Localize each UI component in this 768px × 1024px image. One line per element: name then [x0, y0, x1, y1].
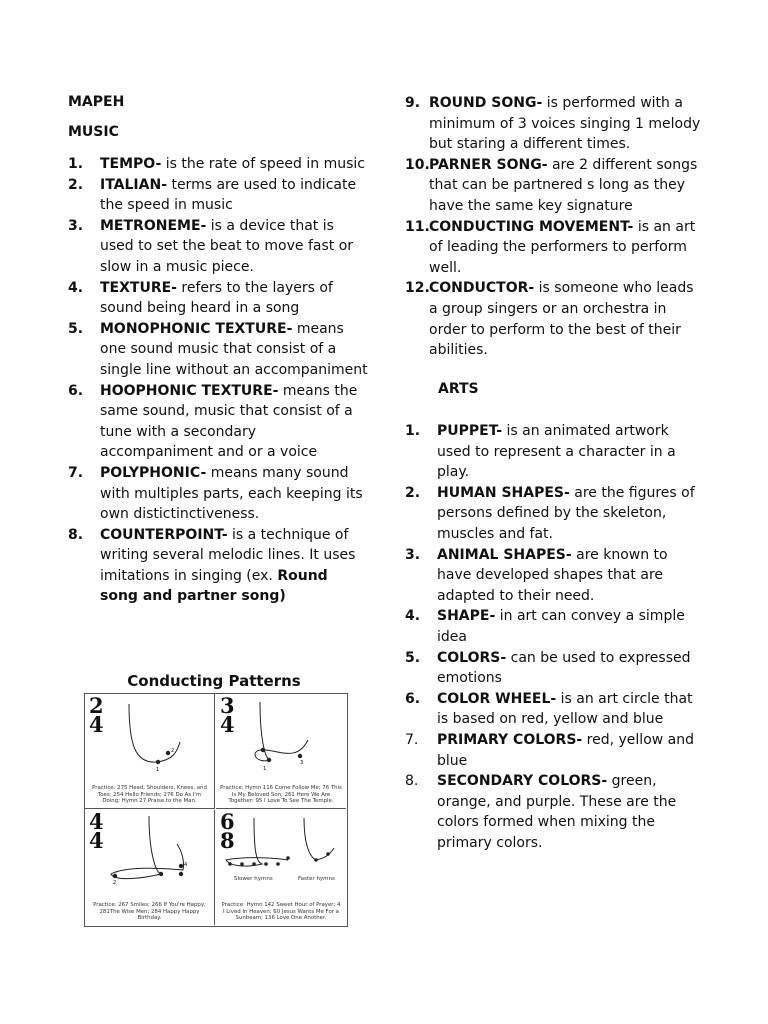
list-item: 2. HUMAN SHAPES- are the figures of persons defined by the skeleton, muscles and fat.	[405, 484, 695, 542]
subject-heading: MAPEH	[68, 94, 125, 110]
svg-text:2: 2	[113, 880, 117, 886]
arts-list	[405, 421, 705, 853]
list-item: 7. POLYPHONIC- means many sound with multiples parts, each keeping its own distictinctiveness.	[68, 464, 363, 523]
list-item: 2. ITALIAN- terms are used to indicate the speed in music	[68, 176, 357, 214]
music-heading: MUSIC	[68, 124, 119, 140]
list-item: 4. TEXTURE- refers to the layers of sound being heard in a song	[68, 279, 333, 317]
list-item: 1. PUPPET- is an animated artwork used to represent a character in a play.	[405, 423, 676, 481]
pattern-6-8	[216, 810, 346, 925]
list-item: 6. COLOR WHEEL- is an art circle that is based on red, yellow and blue	[405, 690, 693, 728]
practice-text: Practice: 267 Smiles; 266 If You're Happy; 281The Wise Men; 284 Happy Happy Birthday.	[93, 902, 206, 922]
pattern-2-4	[85, 694, 215, 809]
practice-text: Practice: Hymn 116 Come Follow Me; 76 This Is My Beloved Son; 261 Here We Are Together; 95 I Love To See The Temple.	[220, 785, 342, 805]
list-item: 1. TEMPO- is the rate of speed in music	[68, 156, 365, 172]
time-signature: 3 4	[220, 693, 235, 737]
list-item: 8. COUNTERPOINT- is a technique of writing several melodic lines. It uses imitations in singing (ex. Round song and partner song)	[68, 526, 356, 605]
list-item: 11. CONDUCTING MOVEMENT- is an art of leading the performers to perform well.	[405, 218, 696, 276]
svg-text:1: 1	[263, 766, 267, 772]
beat-pattern-diagram	[85, 694, 215, 774]
list-item: 3. ANIMAL SHAPES- are known to have developed shapes that are adapted to their need.	[405, 546, 668, 604]
time-signature: 2 4	[89, 693, 104, 737]
svg-text:3: 3	[300, 760, 304, 766]
list-item: 8. SECONDARY COLORS- green, orange, and purple. These are the colors formed when mixing the primary colors.	[405, 773, 677, 851]
svg-text:2: 2	[171, 748, 175, 754]
list-item: 4. SHAPE- in art can convey a simple idea	[405, 608, 685, 645]
beat-pattern-diagram	[216, 810, 346, 895]
svg-text:1: 1	[156, 767, 160, 773]
beat-pattern-diagram	[216, 694, 346, 774]
conducting-patterns-title: Conducting Patterns	[127, 672, 301, 690]
list-item: 10. PARNER SONG- are 2 different songs that can be partnered s long as they have the same key signature	[405, 156, 698, 214]
time-signature: 6 8	[220, 809, 235, 853]
list-item: 3. METRONEME- is a device that is used to set the beat to move fast or slow in a music piece.	[68, 217, 354, 275]
faster-hymns-label: Faster hymns	[298, 876, 335, 882]
list-item: 5. COLORS- can be used to expressed emotions	[405, 649, 691, 687]
beat-pattern-diagram	[85, 810, 215, 895]
pattern-3-4	[216, 694, 346, 809]
list-item: 12. CONDUCTOR- is someone who leads a group singers or an orchestra in order to perform to the best of their abilities.	[405, 280, 694, 359]
practice-text: Practice: Hymn 142 Sweet Hour of Prayer; 4 I Lived In Heaven; 60 Jesus Wants Me For a Sunbeam; 136 Love One Another.	[221, 902, 341, 922]
list-item: 6. HOOPHONIC TEXTURE- means the same sound, music that consist of a tune with a secondary accompaniment and or a voice	[68, 382, 358, 461]
list-item: 9. ROUND SONG- is performed with a minimum of 3 voices singing 1 melody but staring a different times.	[405, 95, 701, 153]
conducting-patterns-figure	[84, 693, 348, 927]
music-list	[68, 154, 368, 607]
time-signature: 4 4	[89, 809, 104, 853]
pattern-4-4	[85, 810, 215, 925]
svg-text:4: 4	[184, 862, 188, 868]
music-list-continued	[405, 93, 705, 361]
list-item: 7. PRIMARY COLORS- red, yellow and blue	[405, 731, 694, 769]
list-item: 5. MONOPHONIC TEXTURE- means one sound music that consist of a single line without an accompaniment	[68, 320, 368, 378]
slower-hymns-label: Slower hymns	[234, 876, 273, 882]
arts-heading: ARTS	[438, 381, 479, 397]
practice-text: Practice: 275 Head, Shoulders, Knees, and Toes; 254 Hello Friends; 276 Do As I'm Doing; Hymn 27 Praise to the Man.	[92, 785, 207, 805]
